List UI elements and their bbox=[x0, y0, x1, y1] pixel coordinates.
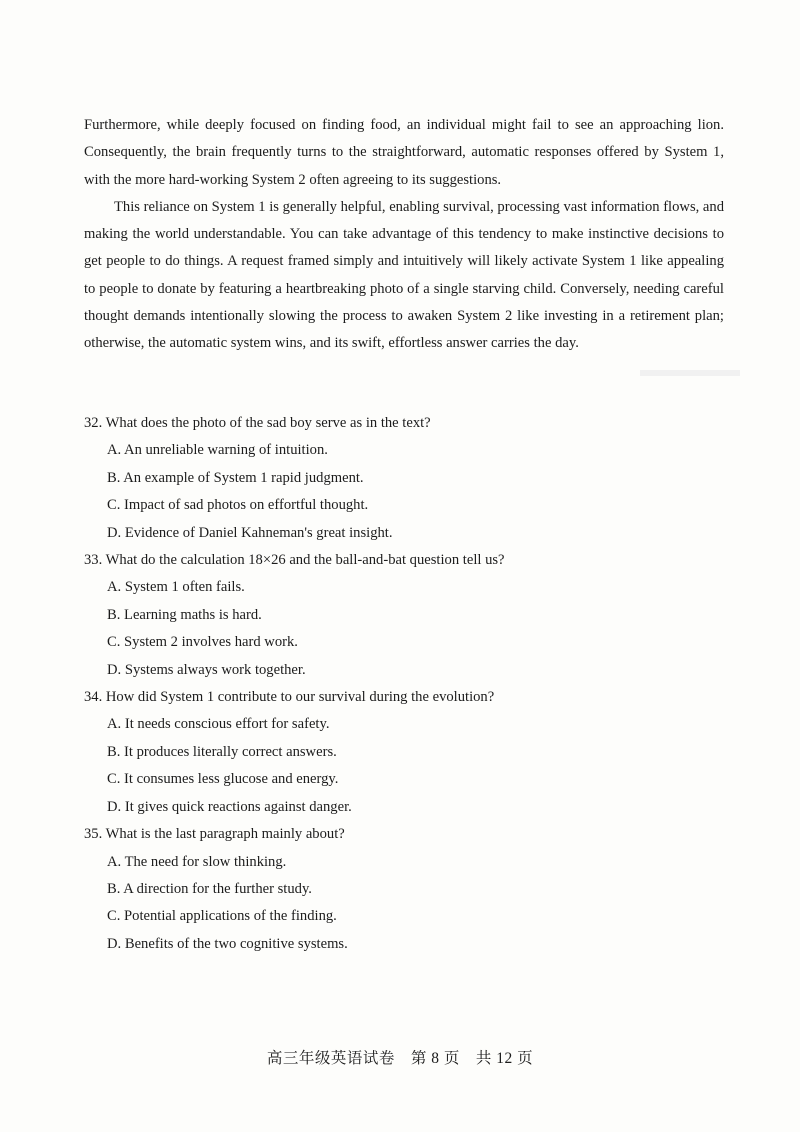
question-stem: 34. How did System 1 contribute to our survival during the evolution? bbox=[84, 689, 495, 706]
option-a: A. System 1 often fails. bbox=[107, 579, 245, 596]
option-b: B. It produces literally correct answers. bbox=[107, 743, 337, 760]
option-d: D. Systems always work together. bbox=[107, 661, 306, 678]
question-stem: 33. What do the calculation 18×26 and the ball-and-bat question tell us? bbox=[84, 552, 505, 569]
option-a: A. An unreliable warning of intuition. bbox=[107, 442, 328, 459]
passage-paragraph-1: Furthermore, while deeply focused on finding food, an individual might fail to see an approaching lion. Consequently, the brain frequently turns to the straightforward, automatic responses offered by System 1, with the more hard-working System 2 often agreeing to its suggestions. bbox=[84, 117, 724, 188]
question-35 bbox=[84, 821, 724, 958]
option-a: A. It needs conscious effort for safety. bbox=[107, 716, 330, 733]
question-33 bbox=[84, 547, 724, 684]
option-b: B. A direction for the further study. bbox=[107, 880, 312, 897]
passage-paragraph-2: This reliance on System 1 is generally helpful, enabling survival, processing vast information flows, and making the world understandable. You can take advantage of this tendency to make instinctive decisions to get people to do things. A request framed simply and intuitively will likely activate System 1 like appealing to people to donate by featuring a heartbreaking photo of a single starving child. Conversely, needing careful thought demands intentionally slowing the process to awaken System 2 like investing in a retirement plan; otherwise, the automatic system wins, and its swift, effortless answer carries the day. bbox=[84, 198, 724, 352]
option-c: C. Impact of sad photos on effortful thought. bbox=[107, 497, 369, 514]
option-c: C. System 2 involves hard work. bbox=[107, 634, 298, 651]
question-34 bbox=[84, 684, 724, 821]
option-c: C. It consumes less glucose and energy. bbox=[107, 771, 339, 788]
question-stem: 35. What is the last paragraph mainly about? bbox=[84, 826, 345, 843]
option-a: A. The need for slow thinking. bbox=[107, 853, 287, 870]
option-d: D. Evidence of Daniel Kahneman's great insight. bbox=[107, 524, 393, 541]
option-b: B. An example of System 1 rapid judgment. bbox=[107, 469, 364, 486]
option-c: C. Potential applications of the finding. bbox=[107, 908, 337, 925]
page-footer: 高三年级英语试卷 第 8 页 共 12 页 bbox=[266, 1050, 534, 1067]
reading-passage bbox=[84, 112, 724, 358]
bleed-through-shading bbox=[640, 370, 740, 376]
question-32 bbox=[84, 410, 724, 547]
question-stem: 32. What does the photo of the sad boy serve as in the text? bbox=[84, 415, 431, 431]
option-b: B. Learning maths is hard. bbox=[107, 606, 262, 623]
option-d: D. It gives quick reactions against danger. bbox=[107, 798, 352, 815]
option-d: D. Benefits of the two cognitive systems. bbox=[107, 935, 348, 952]
question-list bbox=[84, 410, 724, 958]
